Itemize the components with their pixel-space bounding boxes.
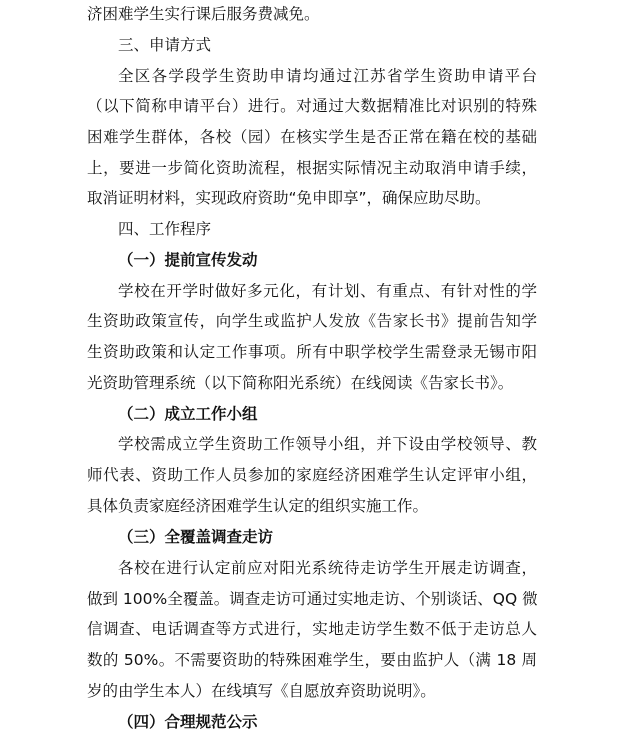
subheading-survey-visits: （三）全覆盖调查走访 (118, 528, 274, 546)
text-line: 具体负责家庭经济困难学生认定的组织实施工作。 (87, 497, 429, 515)
text-line: 济困难学生实行课后服务费减免。 (87, 5, 320, 23)
text-line: 师代表、资助工作人员参加的家庭经济困难学生认定评审小组， (87, 466, 537, 484)
text-line: 光资助管理系统（以下简称阳光系统）在线阅读《告家长书》。 (87, 374, 514, 392)
section-heading-application-method: 三、申请方式 (118, 36, 212, 54)
text-line: 生资助政策宣传，向学生或监护人发放《告家长书》提前告知学 (87, 312, 537, 330)
text-line: 困难学生群体，各校（园）在核实学生是否正常在籍在校的基础 (87, 128, 537, 146)
text-line: 全区各学段学生资助申请均通过江苏省学生资助申请平台 (118, 67, 537, 85)
text-line: 各校在进行认定前应对阳光系统待走访学生开展走访调查， (118, 559, 537, 577)
text-line: 上，要进一步简化资助流程，根据实际情况主动取消申请手续， (87, 159, 537, 177)
text-line: （以下简称申请平台）进行。对通过大数据精准比对识别的特殊 (87, 97, 537, 115)
text-line: 数的 50%。不需要资助的特殊困难学生，要由监护人（满 18 周 (87, 651, 537, 669)
text-line: 取消证明材料，实现政府资助“免申即享”，确保应助尽助。 (87, 189, 491, 207)
section-heading-work-procedure: 四、工作程序 (118, 220, 212, 238)
text-line: 学校在开学时做好多元化，有计划、有重点、有针对性的学 (118, 282, 537, 300)
subheading-publication: （四）合理规范公示 (118, 713, 258, 731)
text-line: 信调查、电话调查等方式进行，实地走访学生数不低于走访总人 (87, 620, 537, 638)
subheading-working-group: （二）成立工作小组 (118, 405, 258, 423)
text-line: 生资助政策和认定工作事项。所有中职学校学生需登录无锡市阳 (87, 343, 537, 361)
text-line: 做到 100%全覆盖。调查走访可通过实地走访、个别谈话、QQ 微 (87, 590, 538, 608)
text-line: 学校需成立学生资助工作领导小组，并下设由学校领导、教 (118, 435, 537, 453)
text-line: 岁的由学生本人）在线填写《自愿放弃资助说明》。 (87, 682, 436, 700)
subheading-publicity: （一）提前宣传发动 (118, 251, 258, 269)
